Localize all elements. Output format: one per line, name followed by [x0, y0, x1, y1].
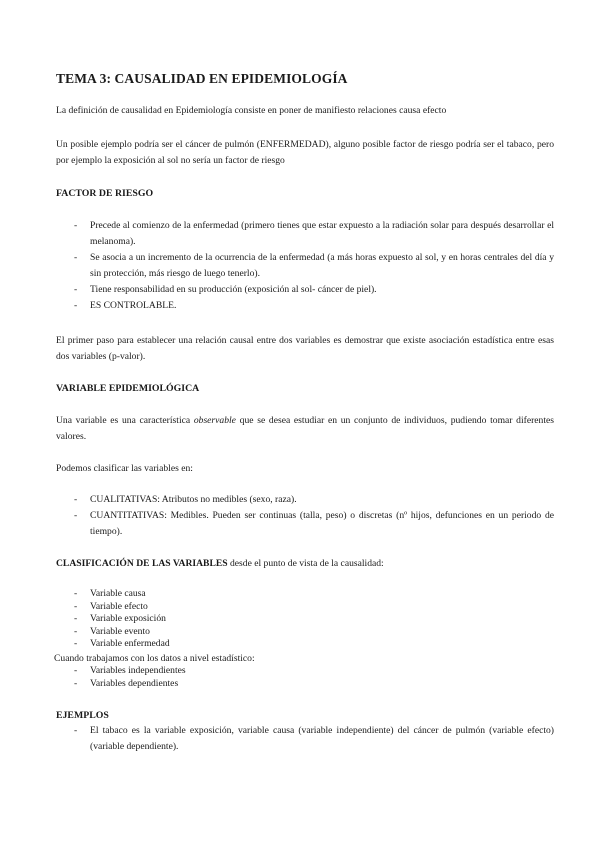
list-item: - Variable enfermedad — [74, 638, 170, 649]
first-step-paragraph: El primer paso para establecer una relación causal entre dos variables es demostrar que existe asociación estadística entre esas dos variables (p-valor). — [56, 335, 554, 362]
classify-intro: Podemos clasificar las variables en: — [56, 463, 193, 474]
bullet-dash: - — [74, 613, 78, 624]
stat-intro: Cuando trabajamos con los datos a nivel estadístico: — [54, 653, 255, 664]
list-item: - Se asocia a un incremento de la ocurrencia de la enfermedad (a más horas expuesto al sol, y en horas centrales del día y sin protección, más riesgo de luego tenerlo). — [74, 252, 554, 279]
variable-heading: VARIABLE EPIDEMIOLÓGICA — [56, 383, 200, 394]
example-intro-paragraph: Un posible ejemplo podría ser el cáncer de pulmón (ENFERMEDAD), alguno posible factor de riesgo podría ser el tabaco, pero por ejemplo la exposición al sol no sería un factor de riesgo — [56, 139, 554, 166]
bullet-dash: - — [74, 510, 78, 521]
variable-types-list — [56, 492, 554, 540]
classification-list — [56, 588, 554, 651]
examples-list — [56, 723, 554, 755]
list-item: - Variable evento — [74, 625, 150, 637]
bullet-dash: - — [74, 625, 78, 637]
risk-factor-list — [56, 218, 554, 314]
list-item: - CUANTITATIVAS: Medibles. Pueden ser continuas (talla, peso) o discretas (nº hijos, defunciones en un periodo de tiempo). — [74, 510, 554, 537]
bullet-dash: - — [74, 252, 78, 263]
bullet-dash: - — [74, 300, 78, 311]
emphasis-observable: observable — [193, 415, 236, 426]
bullet-dash: - — [74, 494, 78, 505]
bullet-dash: - — [74, 284, 78, 295]
list-item: - ES CONTROLABLE. — [56, 298, 554, 314]
bullet-dash: - — [74, 665, 78, 676]
list-item: - Variable exposición — [74, 613, 166, 624]
classification-heading: CLASIFICACIÓN DE LAS VARIABLES desde el punto de vista de la causalidad: — [56, 558, 384, 569]
list-item: - Variable causa — [74, 588, 146, 599]
list-item: - Variables dependientes — [74, 677, 179, 689]
bullet-dash: - — [74, 677, 78, 689]
list-item: - Variable efecto — [74, 600, 148, 612]
list-item: - Variables independientes — [74, 665, 186, 676]
bullet-dash: - — [74, 600, 78, 612]
definition-paragraph: La definición de causalidad en Epidemiología consiste en poner de manifiesto relaciones causa efecto — [56, 105, 447, 116]
variable-definition-paragraph: Una variable es una característica observable que se desea estudiar en un conjunto de individuos, pudiendo tomar diferentes valores. — [56, 415, 555, 442]
list-item: - Precede al comienzo de la enfermedad (primero tienes que estar expuesto a la radiación solar para después desarrollar el melanoma). — [74, 220, 554, 247]
bullet-dash: - — [74, 220, 78, 231]
bullet-dash: - — [74, 638, 78, 649]
bullet-dash: - — [74, 588, 78, 599]
stat-variables-list — [56, 665, 554, 690]
risk-factor-heading: FACTOR DE RIESGO — [56, 188, 154, 199]
bullet-dash: - — [74, 725, 78, 736]
list-item: - CUALITATIVAS: Atributos no medibles (sexo, raza). — [56, 492, 554, 508]
list-item: - Tiene responsabilidad en su producción (exposición al sol- cáncer de piel). — [56, 282, 554, 298]
page-title: TEMA 3: CAUSALIDAD EN EPIDEMIOLOGÍA — [56, 71, 348, 86]
list-item: - El tabaco es la variable exposición, variable causa (variable independiente) del cáncer de pulmón (variable efecto) (variable dependiente). — [74, 725, 554, 752]
examples-heading: EJEMPLOS — [56, 710, 109, 721]
